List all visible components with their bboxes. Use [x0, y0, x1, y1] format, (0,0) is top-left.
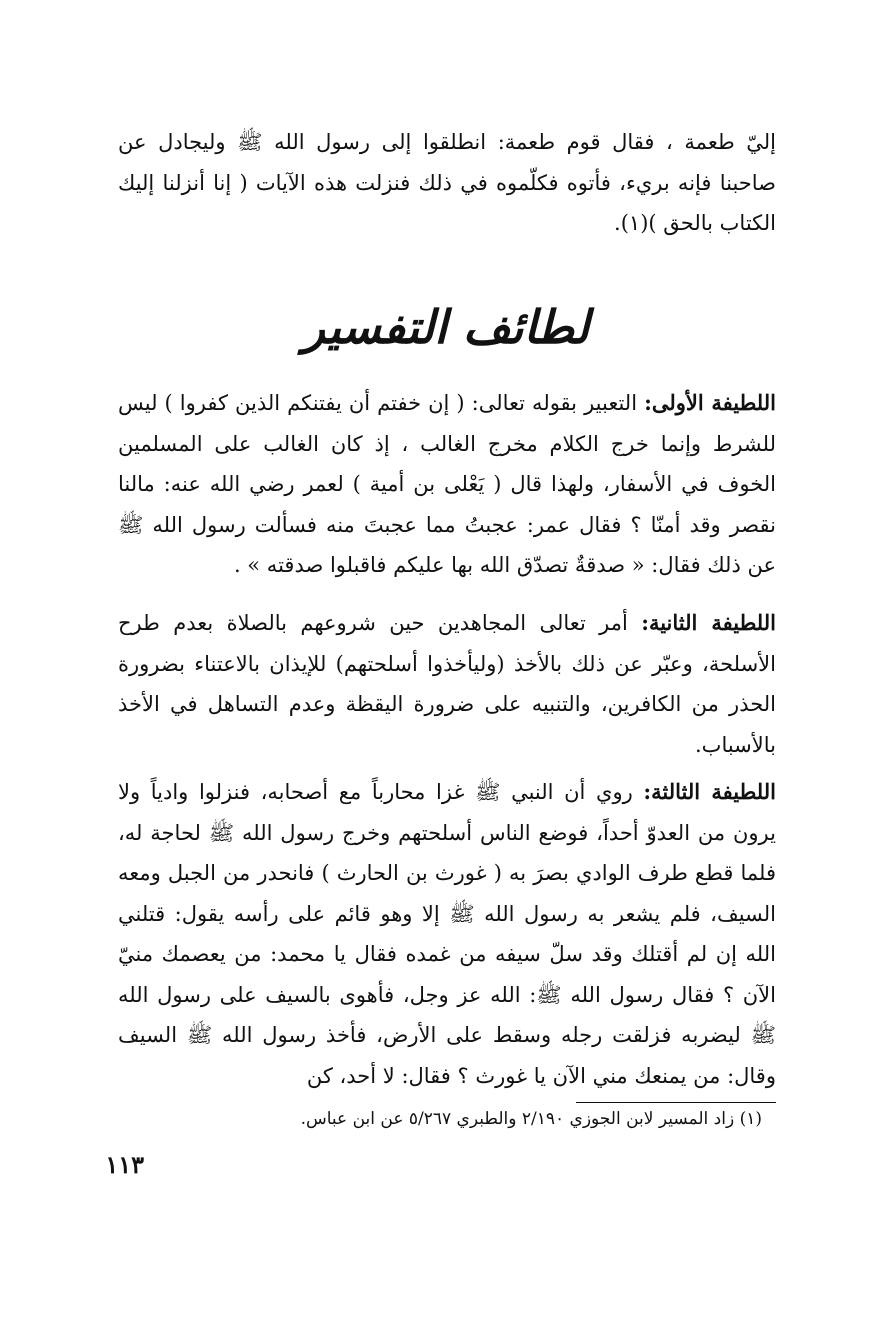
latifa-1-text: التعبير بقوله تعالى: ( إن خفتم أن يفتنكم الذين كفروا ) ليس للشرط وإنما خرج الكلام مخرج الغالب ، إذ كان الغالب على المسلمين الخوف في الأسفار، ولهذا قال ( يَعْلى بن أمية ) لعمر رضي الله عنه: مالنا نقصر وقد أمنّا ؟ فقال عمر: عجبتُ مما عجبتَ منه فسألت رسول الله ﷺ عن ذلك فقال: « صدقةٌ تصدّق الله بها عليكم فاقبلوا صدقته » .	[118, 391, 776, 577]
page-number: ١١٣	[105, 1150, 144, 1179]
latifa-1-paragraph	[118, 383, 776, 586]
intro-paragraph	[118, 122, 776, 244]
latifa-2-title: اللطيفة الثانية:	[641, 610, 776, 635]
intro-text: إليّ طعمة ، فقال قوم طعمة: انطلقوا إلى رسول الله ﷺ وليجادل عن صاحبنا فإنه بريء، فأتوه فكلّموه في ذلك فنزلت هذه الآيات ( إنا أنزلنا إليك الكتاب بالحق )(١).	[118, 130, 776, 235]
latifa-3-paragraph	[118, 772, 776, 1096]
latifa-2-text: أمر تعالى المجاهدين حين شروعهم بالصلاة بعدم طرح الأسلحة، وعبّر عن ذلك بالأخذ (وليأخذوا أسلحتهم) للإيذان بالاعتناء بضرورة الحذر من الكافرين، والتنبيه على ضرورة اليقظة وعدم التساهل في الأخذ بالأسباب.	[118, 611, 776, 757]
latifa-3-text: روي أن النبي ﷺ غزا محارباً مع أصحابه، فنزلوا وادياً ولا يرون من العدوّ أحداً، فوضع الناس أسلحتهم وخرج رسول الله ﷺ لحاجة له، فلما قطع طرف الوادي بصرَ به ( غورث بن الحارث ) فانحدر من الجبل ومعه السيف، فلم يشعر به رسول الله ﷺ إلا وهو قائم على رأسه يقول: قتلني الله إن لم أقتلك وقد سلّ سيفه من غمده فقال يا محمد: من يعصمك منيّ الآن ؟ فقال رسول الله ﷺ: الله عز وجل، فأهوى بالسيف على رسول الله ﷺ ليضربه فزلقت رجله وسقط على الأرض، فأخذ رسول الله ﷺ السيف وقال: من يمنعك مني الآن يا غورث ؟ فقال: لا أحد، كن	[118, 780, 776, 1088]
footnote: (١) زاد المسير لابن الجوزي ٢/١٩٠ والطبري ٥/٢٦٧ عن ابن عباس.	[300, 1109, 762, 1129]
latifa-2-paragraph	[118, 603, 776, 765]
latifa-1-title: اللطيفة الأولى:	[644, 390, 776, 415]
section-heading: لطائف التفسير	[302, 300, 590, 354]
latifa-3-title: اللطيفة الثالثة:	[643, 779, 776, 804]
footnote-divider	[576, 1102, 776, 1103]
